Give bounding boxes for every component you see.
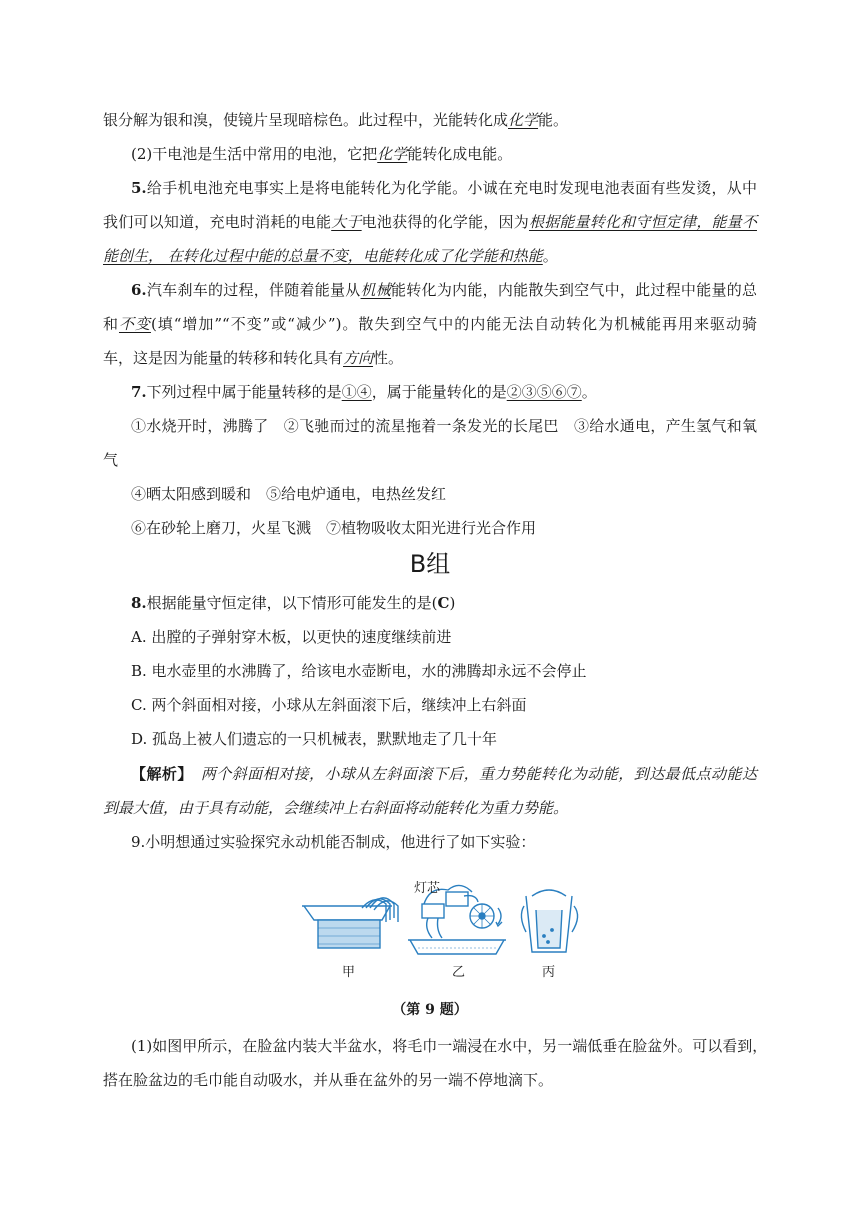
figure-label-b: 乙	[452, 965, 466, 980]
experiment-figure	[300, 876, 590, 982]
q8-option-a: A. 出膛的子弹射穿木板，以更快的速度继续前进	[131, 628, 452, 646]
section-heading: B组	[409, 550, 451, 578]
answer-blank: 不变	[118, 315, 151, 333]
answer-blank: 方向	[343, 349, 374, 367]
q6-line3: 车，这是因为能量的转移和转化具有方向性。	[103, 349, 404, 367]
q7-options-line1-cont: 气	[103, 451, 119, 469]
q6-line1: 6.汽车刹车的过程，伴随着能量从机械能转化为内能，内能散失到空气中，此过程中能量的总	[131, 281, 757, 299]
q5-line3: 能创生， 在转化过程中能的总量不变，电能转化成了化学能和热能。	[103, 247, 558, 265]
figure-a-basin	[302, 898, 398, 948]
q9-part1-line1: (1)如图甲所示，在脸盆内装大半盆水，将毛巾一端浸在水中，另一端低垂在脸盆外。可以看到，	[131, 1037, 768, 1055]
answer-choice: C	[437, 594, 450, 612]
q9-stem: 9.小明想通过实验探究永动机能否制成，他进行了如下实验：	[131, 833, 536, 851]
answer-blank: ②③⑤⑥⑦	[506, 383, 582, 401]
figure-c-beaker	[521, 890, 577, 952]
answer-blank: 机械	[360, 281, 392, 299]
figure-svg	[300, 876, 590, 982]
answer-blank: 能创生， 在转化过程中能的总量不变，电能转化成了化学能和热能	[103, 247, 543, 265]
q8-option-b: B. 电水壶里的水沸腾了，给该电水壶断电，水的沸腾却永远不会停止	[131, 662, 587, 680]
analysis-label: 【解析】	[131, 765, 186, 783]
answer-blank: 根据能量转化和守恒定律，能量不	[528, 213, 757, 231]
q4-2: (2)干电池是生活中常用的电池，它把化学能转化成电能。	[131, 145, 513, 163]
answer-blank: 化学	[508, 111, 539, 129]
q7-options-line1: ①水烧开时，沸腾了 ②飞驰而过的流星拖着一条发光的长尾巴 ③给水通电，产生氢气和氧	[131, 417, 757, 435]
q8-stem: 8.根据能量守恒定律，以下情形可能发生的是(C)	[131, 594, 456, 612]
figure-label-a: 甲	[342, 965, 356, 980]
q5-line2: 我们可以知道，充电时消耗的电能大于电池获得的化学能，因为根据能量转化和守恒定律，能量不	[103, 213, 757, 231]
answer-blank: 化学	[377, 145, 408, 163]
figure-label-c: 丙	[542, 965, 556, 980]
q8-option-d: D. 孤岛上被人们遗忘的一只机械表，默默地走了几十年	[131, 730, 498, 748]
q8-analysis-line1: 【解析】 两个斜面相对接，小球从左斜面滚下后，重力势能转化为动能，到达最低点动能达	[131, 765, 757, 783]
q7-stem: 7.下列过程中属于能量转移的是①④，属于能量转化的是②③⑤⑥⑦。	[131, 383, 597, 401]
q4-1-continuation: 银分解为银和溴，使镜片呈现暗棕色。此过程中，光能转化成化学能。	[103, 111, 569, 129]
figure-label-wick: 灯芯	[414, 881, 441, 896]
q9-part1-line2: 搭在脸盆边的毛巾能自动吸水，并从垂在盆外的另一端不停地滴下。	[103, 1071, 554, 1089]
q7-options-line3: ⑥在砂轮上磨刀，火星飞溅 ⑦植物吸收太阳光进行光合作用	[131, 519, 537, 537]
q7-options-line2: ④晒太阳感到暖和 ⑤给电炉通电，电热丝发红	[131, 485, 447, 503]
figure-caption: （第 9 题）	[392, 1002, 468, 1018]
q6-line2: 和不变(填“增加”“不变”或“减少”)。散失到空气中的内能无法自动转化为机械能再用来驱动骑	[103, 315, 757, 333]
answer-blank: ①④	[341, 383, 372, 401]
q8-analysis-line2: 到最大值，由于具有动能，会继续冲上右斜面将动能转化为重力势能。	[103, 799, 569, 817]
q5-line1: 5.给手机电池充电事实上是将电能转化为化学能。小诚在充电时发现电池表面有些发烫，从中	[131, 179, 757, 197]
answer-blank: 大于	[331, 213, 362, 231]
q8-option-c: C. 两个斜面相对接，小球从左斜面滚下后，继续冲上右斜面	[131, 696, 527, 714]
